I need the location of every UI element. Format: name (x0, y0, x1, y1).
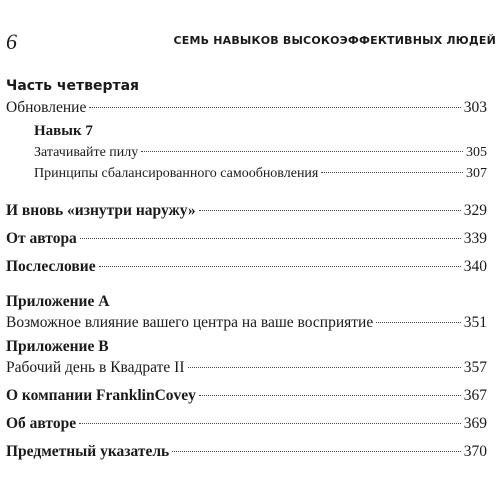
toc-entry-label: Предметный указатель (6, 443, 170, 460)
toc-entry-franklincovey (6, 386, 487, 406)
toc-entry-appendix-b (6, 358, 487, 378)
toc-entry-page: 339 (463, 230, 487, 247)
habit7-heading: Навык 7 (34, 123, 93, 139)
dot-leader (99, 266, 461, 267)
dot-leader (89, 107, 460, 108)
toc-entry-page: 367 (463, 387, 487, 404)
dot-leader (199, 395, 461, 396)
toc-entry-label: Обновление (6, 99, 87, 116)
dot-leader (376, 322, 461, 323)
toc-entry-label: Возможное влияние вашего центра на ваше восприятие (6, 314, 374, 331)
toc-entry-label: Затачивайте пилу (34, 145, 139, 160)
part-four-title: Часть четвертая (6, 78, 140, 94)
dot-leader (172, 451, 461, 452)
toc-entry-page: 357 (463, 359, 487, 376)
appendix-b-title: Приложение В (6, 338, 109, 355)
dot-leader (321, 172, 463, 173)
toc-entry-from-author (6, 229, 487, 249)
dot-leader (141, 151, 463, 152)
toc-entry-label: Послесловие (6, 258, 96, 275)
toc-entry-page: 369 (463, 415, 487, 432)
toc-entry-page: 340 (463, 258, 487, 275)
toc-entry-label: Об авторе (6, 415, 77, 432)
toc-entry-balanced-renewal (34, 164, 487, 184)
dot-leader (80, 238, 461, 239)
toc-entry-label: И вновь «изнутри наружу» (6, 202, 196, 219)
toc-entry-page: 351 (463, 314, 487, 331)
toc-entry-appendix-a (6, 313, 487, 333)
running-head: СЕМЬ НАВЫКОВ ВЫСОКОЭФФЕКТИВНЫХ ЛЮДЕЙ (173, 34, 496, 47)
page-number: 6 (6, 29, 17, 54)
toc-entry-page: 370 (463, 443, 487, 460)
toc-entry-label: От автора (6, 230, 77, 247)
toc-entry-page: 305 (466, 145, 487, 160)
toc-entry-inside-out (6, 201, 487, 221)
page-header (0, 30, 500, 54)
toc-entry-renewal (6, 98, 487, 118)
toc-entry-page: 307 (466, 166, 487, 181)
dot-leader (79, 423, 461, 424)
toc-entry-page: 303 (463, 99, 487, 116)
toc-entry-sharpen-saw (34, 143, 487, 163)
appendix-a-title: Приложение А (6, 293, 110, 310)
dot-leader (199, 210, 461, 211)
toc-entry-label: Принципы сбалансированного самообновления (34, 166, 319, 181)
toc-entry-label: О компании FranklinCovey (6, 387, 196, 404)
toc-entry-index (6, 442, 487, 462)
dot-leader (188, 367, 461, 368)
toc-entry-label: Рабочий день в Квадрате II (6, 359, 185, 376)
toc-entry-afterword (6, 257, 487, 277)
toc-entry-page: 329 (463, 202, 487, 219)
toc-entry-about-author (6, 414, 487, 434)
